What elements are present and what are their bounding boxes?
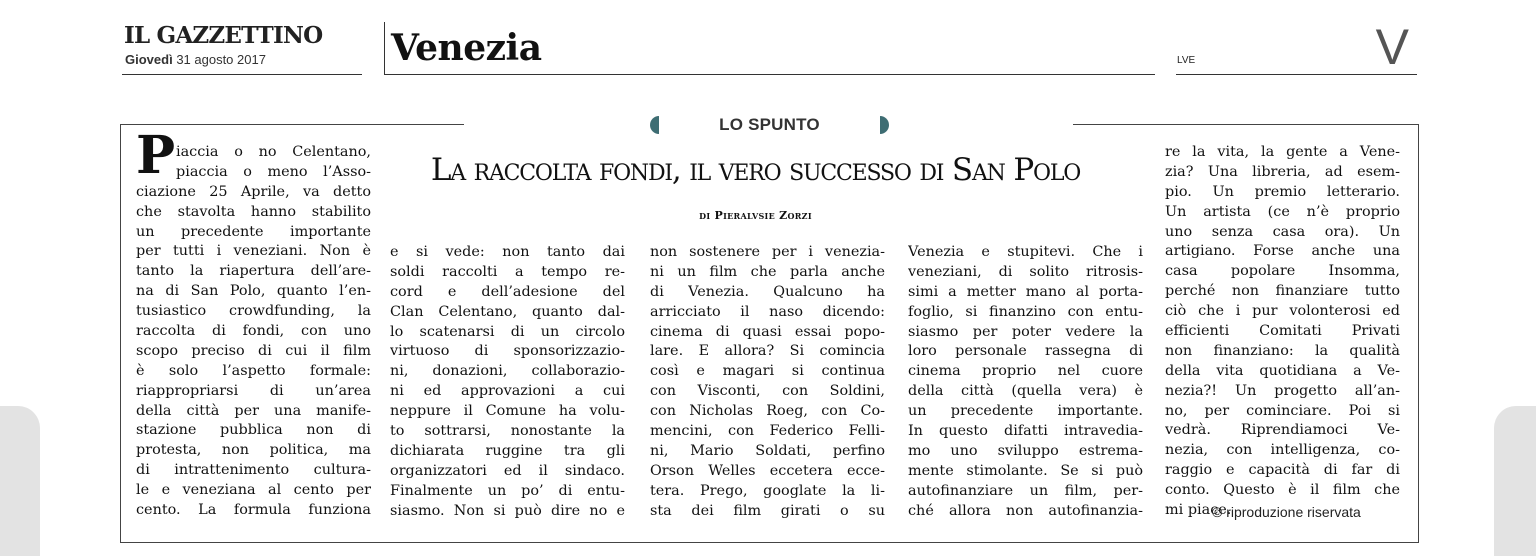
text-line: mi piace. <box>1165 502 1232 519</box>
text-line: autofinanziare un film, per- <box>908 482 1143 499</box>
article-title: La raccolta fondi, il vero successo di San Polo <box>430 152 1081 188</box>
text-line: e si vede: non tanto dai <box>390 244 625 260</box>
text-line: re la vita, la gente a Vene- <box>1165 144 1400 160</box>
text-line: così e magari si continua <box>650 363 885 380</box>
text-line: perché non finanziare tutto <box>1165 283 1400 300</box>
text-line: veneziani, di solito ritrosis- <box>908 263 1143 280</box>
text-line: riappropriarsi di un’area <box>136 382 371 399</box>
text-line: di intrattenimento cultura- <box>136 462 371 479</box>
text-line: arricciato il naso dicendo: <box>650 303 885 320</box>
kicker-badge <box>650 114 890 136</box>
text-line: nezia?! Un progetto all’an- <box>1165 382 1400 399</box>
issue-day: Giovedì <box>125 52 173 67</box>
text-line: della vita quotidiana a Ve- <box>1165 362 1400 379</box>
text-line: na di San Polo, quanto l’en- <box>136 283 371 300</box>
text-line: vedrà. Riprendiamoci Ve- <box>1165 422 1400 439</box>
text-line: loro personale rassegna di <box>908 343 1143 360</box>
text-line: efficienti Comitati Privati <box>1165 323 1400 340</box>
text-line: mencini, con Federico Felli- <box>650 423 885 440</box>
article-column-1 <box>136 143 371 521</box>
text-line: no, per cominciare. Poi si <box>1165 402 1400 419</box>
text-line: ni, Mario Soldati, perfino <box>650 442 885 459</box>
text-line: nezia, con intelligenza, co- <box>1165 442 1400 459</box>
text-line: In questo difatti intravedia- <box>908 423 1143 440</box>
text-line: tera. Prego, googlate la li- <box>650 482 885 499</box>
text-line: pio. Un premio letterario. <box>1165 183 1400 200</box>
kicker-left-cap-icon <box>650 116 659 134</box>
text-line: cinema di quasi essai popo- <box>650 323 885 340</box>
text-line: di Venezia. Qualcuno ha <box>650 283 885 300</box>
edition-letter: V <box>1375 19 1409 75</box>
section-header <box>384 22 1155 75</box>
text-line: scopo preciso di cui il film <box>136 342 371 359</box>
text-line: ciò che i pur volonterosi ed <box>1165 303 1400 320</box>
text-line: mo uno sviluppo estrema- <box>908 442 1143 459</box>
article-column-5 <box>1165 143 1400 521</box>
newspaper-masthead <box>122 22 362 75</box>
text-line: un precedente importante. <box>908 403 1143 420</box>
text-line: ni ed approvazioni a cui <box>390 383 625 400</box>
text-line: protesta, non politica, ma <box>136 442 371 459</box>
text-line: con Nicholas Roeg, con Co- <box>650 403 885 420</box>
article-column-4 <box>908 243 1143 521</box>
text-line: to sottrarsi, nonostante la <box>390 423 625 440</box>
text-line: simi a metter mano al porta- <box>908 283 1143 300</box>
text-line: cinema proprio nel cuore <box>908 363 1143 380</box>
text-line: piaccia o meno l’Asso- <box>176 163 371 180</box>
frame-top-rule-right <box>1073 124 1418 125</box>
text-line: non finanziano: la qualità <box>1165 342 1400 359</box>
text-line: Un artista (ce n’è proprio <box>1165 203 1400 220</box>
text-line: Venezia e stupitevi. Che i <box>908 244 1143 260</box>
edition-marker <box>1176 19 1417 75</box>
text-line: foglio, si finanzino con entu- <box>908 303 1143 320</box>
text-line: che stavolta hanno stabilito <box>136 203 371 220</box>
text-line: siasmo. Non si può dire no e <box>390 502 625 519</box>
drop-cap: P <box>136 125 176 186</box>
text-line: non sostenere per i venezia- <box>650 244 885 260</box>
article-column-3 <box>650 243 885 521</box>
text-line: le e veneziana al cento per <box>136 482 371 499</box>
text-line: con Visconti, con Soldini, <box>650 383 885 400</box>
article-byline: di Pieralvsie Zorzi <box>699 209 812 222</box>
text-line: per tutti i veneziani. Non è <box>136 243 371 260</box>
text-line: ni, donazioni, collaborazio- <box>390 363 625 380</box>
newspaper-name: IL GAZZETTINO <box>124 22 323 49</box>
text-line: sta dei film girati o su <box>650 502 885 519</box>
text-line: cord e dell’adesione del <box>390 283 625 300</box>
text-line: Finalmente un po’ di entu- <box>390 482 625 499</box>
text-line: della città (quella vera) è <box>908 383 1143 400</box>
text-line: organizzatori ed il sindaco. <box>390 462 625 479</box>
text-line: dichiarata ruggine tra gli <box>390 442 625 459</box>
text-line: stazione pubblica non di <box>136 422 371 439</box>
text-line: conto. Questo è il film che <box>1165 482 1400 499</box>
text-line: della città per una manife- <box>136 402 371 419</box>
text-line: un precedente importante <box>136 223 371 240</box>
text-line: è solo l’aspetto formale: <box>136 362 371 379</box>
text-line: Orson Welles eccetera ecce- <box>650 462 885 479</box>
text-line: iaccia o no Celentano, <box>176 144 371 160</box>
text-line: lare. E allora? Si comincia <box>650 343 885 360</box>
text-line: artigiano. Forse anche una <box>1165 243 1400 260</box>
text-line: tanto la riapertura dell’are- <box>136 263 371 280</box>
text-line: ché allora non autofinanzia- <box>908 502 1143 519</box>
text-line: virtuoso di sponsorizzazio- <box>390 343 625 360</box>
edition-code: LVE <box>1177 55 1196 66</box>
text-line: zia? Una libreria, ad esem- <box>1165 163 1400 180</box>
text-line: cento. La formula funziona <box>136 502 371 519</box>
text-line: tusiastico crowdfunding, la <box>136 303 371 320</box>
section-name: Venezia <box>391 27 542 69</box>
text-line: siasmo per poter vedere la <box>908 323 1143 340</box>
left-scroll-tab[interactable] <box>0 406 40 556</box>
issue-date <box>125 52 266 67</box>
kicker-right-cap-icon <box>880 116 889 134</box>
article-column-2 <box>390 243 625 521</box>
text-line: soldi raccolti a tempo re- <box>390 263 625 280</box>
text-line: raccolta di fondi, con uno <box>136 323 371 340</box>
text-line: mente stimolante. Se si può <box>908 462 1143 479</box>
text-line: raggio e capacità di far di <box>1165 462 1400 479</box>
kicker-label: LO SPUNTO <box>719 115 820 134</box>
text-line: Clan Celentano, quanto dal- <box>390 303 625 320</box>
text-line: casa popolare Insomma, <box>1165 263 1400 280</box>
text-line: ciazione 25 Aprile, va detto <box>136 183 371 200</box>
text-line: ni un film che parla anche <box>650 263 885 280</box>
issue-date-text: 31 agosto 2017 <box>176 52 266 67</box>
text-line: lo scatenarsi di un circolo <box>390 323 625 340</box>
right-scroll-tab[interactable] <box>1494 406 1536 556</box>
copyright-notice: © riproduzione riservata <box>1212 504 1361 520</box>
text-line: neppure il Comune ha volu- <box>390 403 625 420</box>
text-line: uno senza casa ora). Un <box>1165 223 1400 240</box>
